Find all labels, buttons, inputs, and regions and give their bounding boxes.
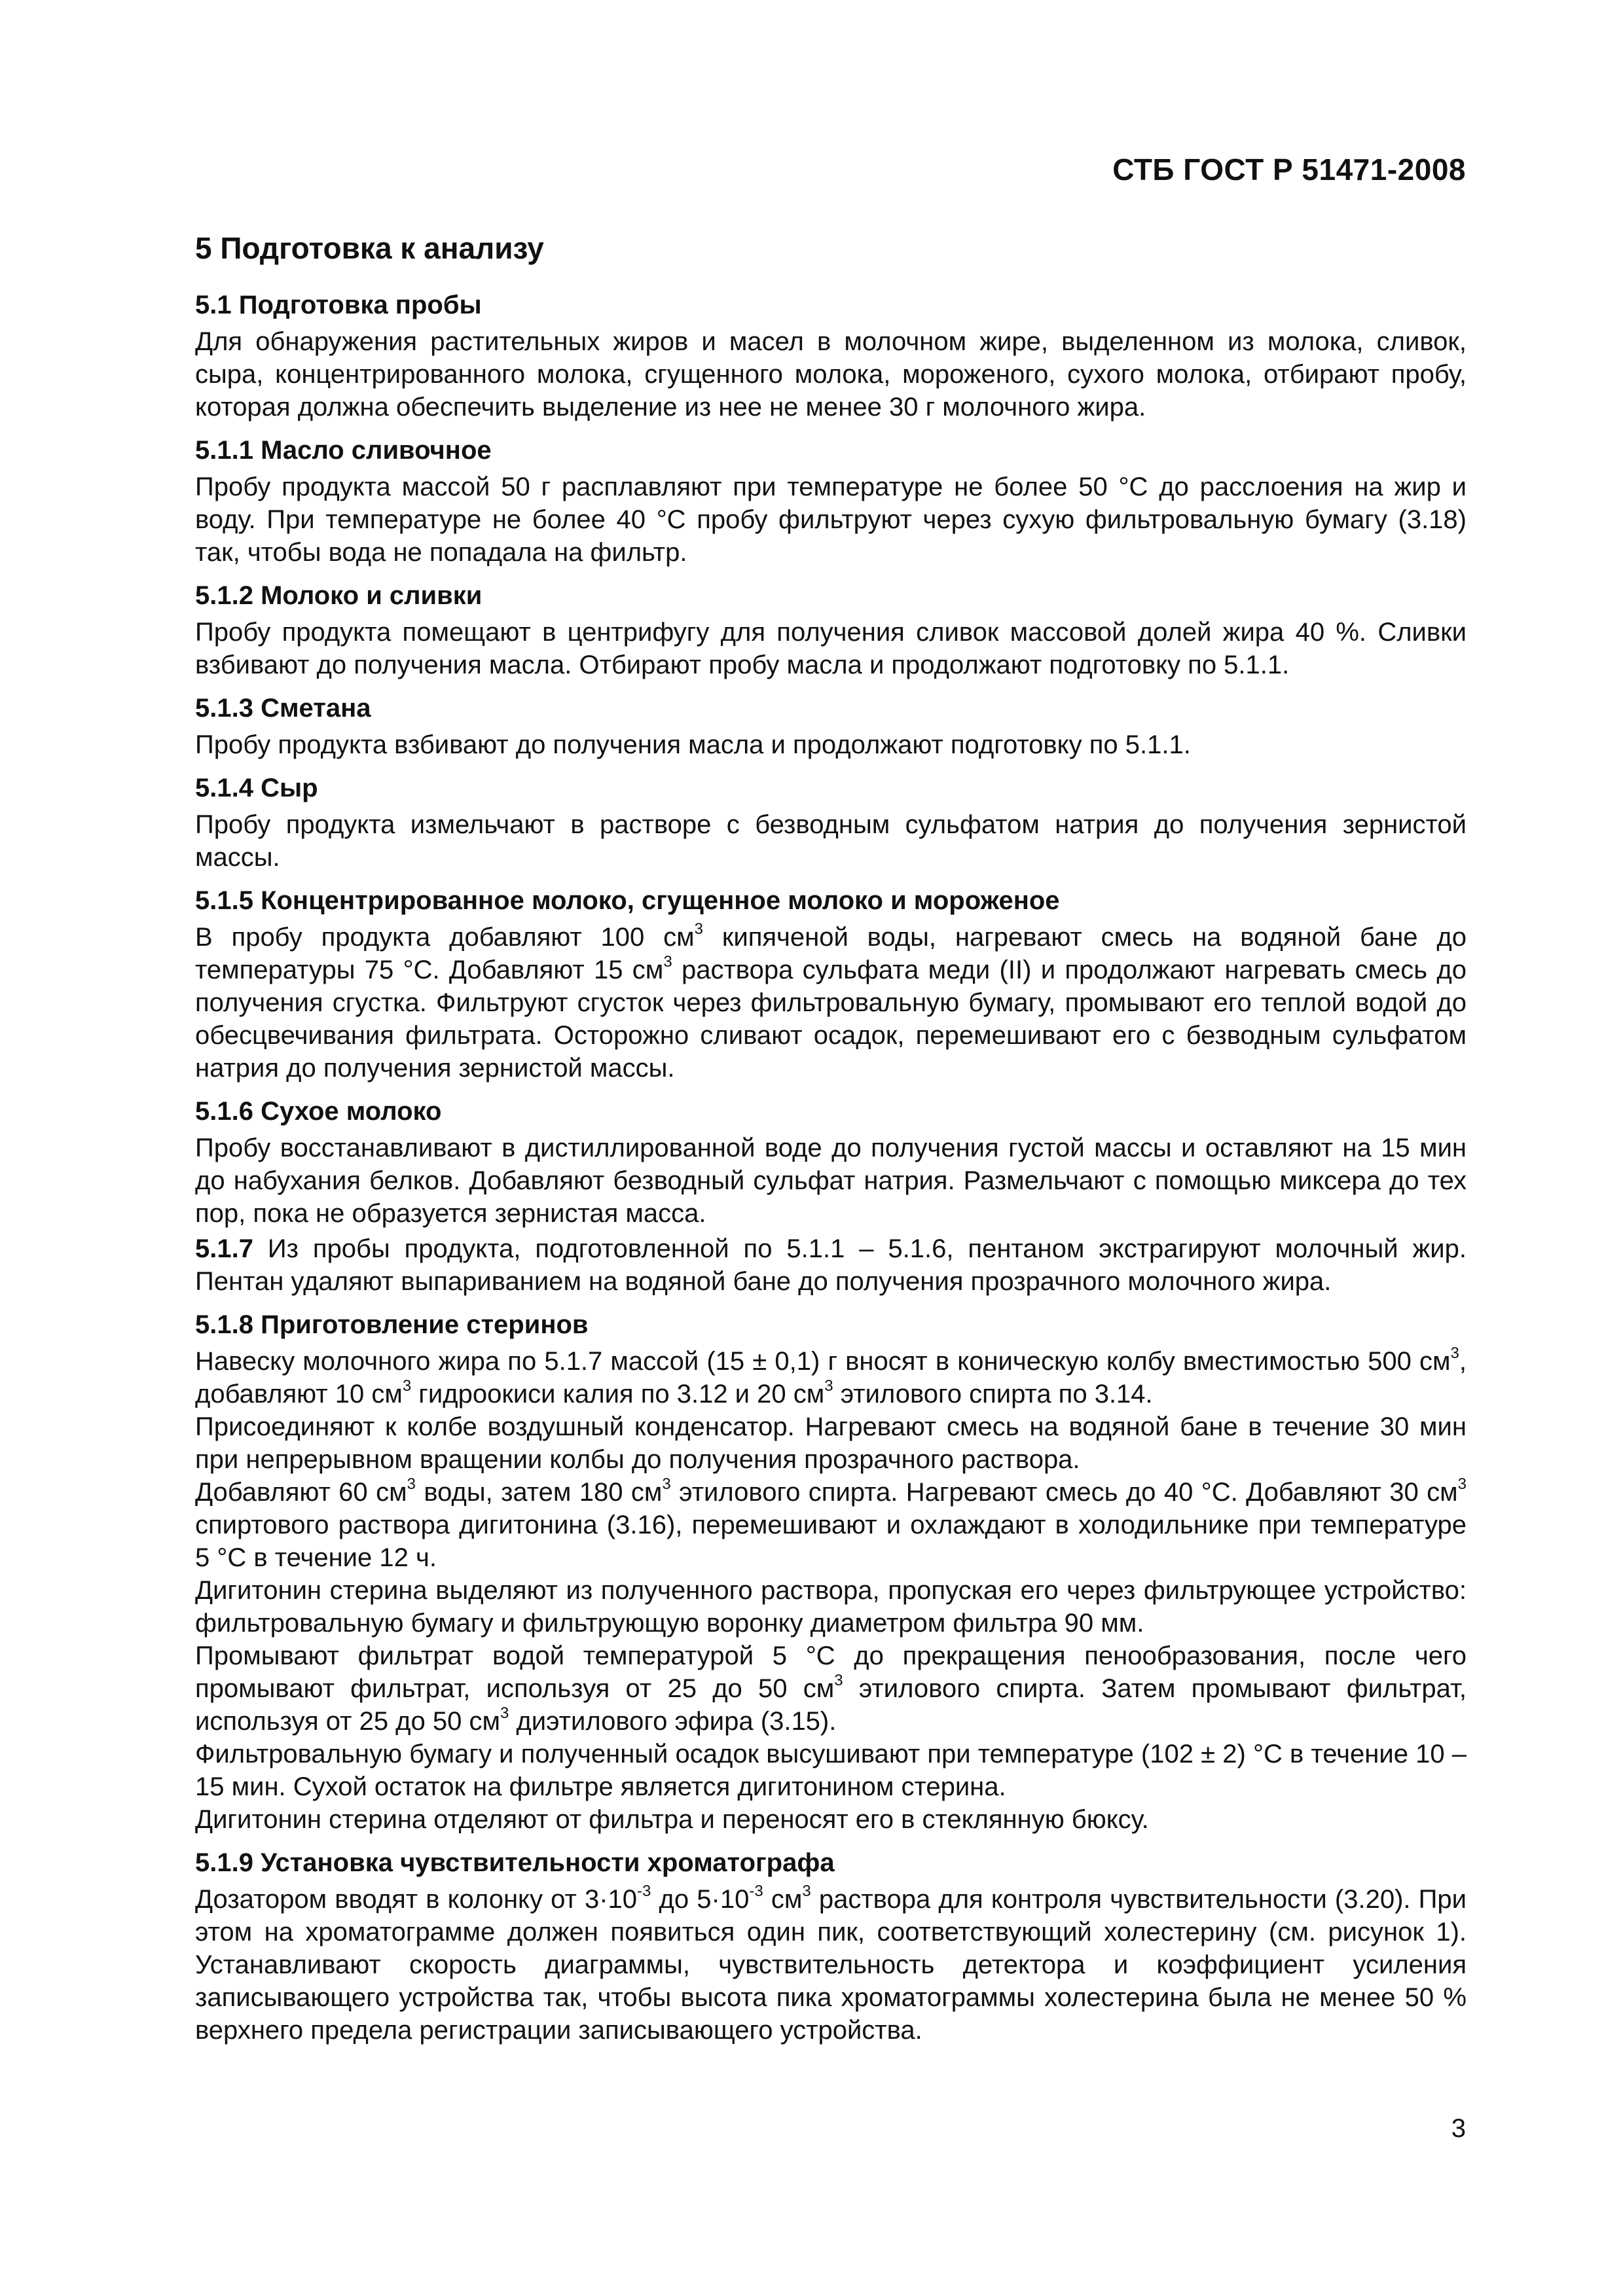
subsection-5-1-5-title: 5.1.5 Концентрированное молоко, сгущенное молоко и мороженое [195, 886, 1060, 916]
subsection-5-1-8-para-2: Присоединяют к колбе воздушный конденсатор. Нагревают смесь на водяной бане в течение 30 мин при непрерывном вращении колбы до получения прозрачного раствора. [195, 1412, 1467, 1475]
subsection-5-1-8-title: 5.1.8 Приготовление стеринов [195, 1310, 589, 1340]
subsection-5-1-2-text: Пробу продукта помещают в центрифугу для получения сливок массовой долей жира 40 %. Сливки взбивают до получения масла. Отбирают пробу масла и продолжают подготовку по 5.1.1. [195, 618, 1467, 680]
section-title: 5 Подготовка к анализу [195, 231, 544, 265]
subsection-5-1-4-title: 5.1.4 Сыр [195, 774, 318, 803]
subsection-5-1-3-text: Пробу продукта взбивают до получения масла и продолжают подготовку по 5.1.1. [195, 730, 1191, 760]
page-number: 3 [1451, 2114, 1466, 2143]
subsection-5-1-4-text: Пробу продукта измельчают в растворе с безводным сульфатом натрия до получения зернистой массы. [195, 810, 1467, 872]
subsection-5-1-7-text: 5.1.7 Из пробы продукта, подготовленной по 5.1.1 – 5.1.6, пентаном экстрагируют молочный жир. Пентан удаляют выпариванием на водяной бане до получения прозрачного молочного жира. [195, 1234, 1467, 1297]
subsection-5-1-8-para-7: Дигитонин стерина отделяют от фильтра и переносят его в стеклянную бюксу. [195, 1805, 1149, 1835]
subsection-5-1-8-para-5: Промывают фильтрат водой температурой 5 °С до прекращения пенообразования, после чего промывают фильтрат, используя от 25 до 50 $см^3$ этилового спирта. Затем промывают фильтрат, используя от 25 до 50 $см^3$ диэтилового эфира (3.15). [195, 1641, 1467, 1736]
document-header: СТБ ГОСТ Р 51471-2008 [1112, 152, 1466, 187]
subsection-5-1-text: Для обнаружения растительных жиров и масел в молочном жире, выделенном из молока, сливок, сыра, концентрированного молока, сгущенного молока, мороженого, сухого молока, отбирают пробу, которая должна обеспечить выделение из нее не менее 30 г молочного жира. [195, 327, 1467, 422]
subsection-5-1-8-para-3: Добавляют 60 $см^3$ воды, затем 180 $см^3$ этилового спирта. Нагревают смесь до 40 °С. Добавляют 30 $см^3$ спиртового раствора дигитонина (3.16), перемешивают и охлаждают в холодильнике при температуре 5 °С в течение 12 ч. [195, 1475, 1467, 1573]
subsection-5-1-title: 5.1 Подготовка пробы [195, 291, 482, 320]
subsection-5-1-9-title: 5.1.9 Установка чувствительности хроматографа [195, 1848, 835, 1878]
subsection-5-1-5-text: В пробу продукта добавляют 100 $см^3$ кипяченой воды, нагревают смесь на водяной бане до температуры 75 °С. Добавляют 15 $см^3$ раствора сульфата меди (II) и продолжают нагревать смесь до получения сгустка. Фильтруют сгусток через фильтровальную бумагу, промывают его теплой водой до обесцвечивания фильтрата. Осторожно сливают осадок, перемешивают его с безводным сульфатом натрия до получения зернистой массы. [195, 920, 1467, 1083]
subsection-5-1-8-para-6: Фильтровальную бумагу и полученный осадок высушивают при температуре (102 ± 2) °С в течение 10 – 15 мин. Сухой остаток на фильтре является дигитонином стерина. [195, 1740, 1467, 1802]
document-body [195, 230, 1467, 2047]
subsection-5-1-1-title: 5.1.1 Масло сливочное [195, 436, 492, 465]
subsection-5-1-6-title: 5.1.6 Сухое молоко [195, 1097, 442, 1126]
subsection-5-1-9-text: Дозатором вводят в колонку от $3\cdot 10^{-3}$ до $5\cdot 10^{-3}$ $см^3$ раствора для контроля чувствительности (3.20). При этом на хроматограмме должен появиться один пик, соответствующий холестерину (см. рисунок 1). Устанавливают скорость диаграммы, чувствительность детектора и коэффициент усиления записывающего устройства так, чтобы высота пика хроматограммы холестерина была не менее 50 % верхнего предела регистрации записывающего устройства. [195, 1882, 1467, 2045]
subsection-5-1-8-para-4: Дигитонин стерина выделяют из полученного раствора, пропуская его через фильтрующее устройство: фильтровальную бумагу и фильтрующую воронку диаметром фильтра 90 мм. [195, 1576, 1467, 1638]
subsection-5-1-7-number: 5.1.7 [195, 1234, 253, 1264]
subsection-5-1-8-para-1: Навеску молочного жира по 5.1.7 массой (15 ± 0,1) г вносят в коническую колбу вместимостью 500 $см^3$, добавляют 10 $см^3$ гидроокиси калия по 3.12 и 20 $см^3$ этилового спирта по 3.14. [195, 1344, 1467, 1409]
subsection-5-1-2-title: 5.1.2 Молоко и сливки [195, 581, 483, 611]
subsection-5-1-1-text: Пробу продукта массой 50 г расплавляют при температуре не более 50 °С до расслоения на жир и воду. При температуре не более 40 °С пробу фильтруют через сухую фильтровальную бумагу (3.18) так, чтобы вода не попадала на фильтр. [195, 473, 1467, 567]
subsection-5-1-3-title: 5.1.3 Сметана [195, 694, 371, 723]
subsection-5-1-6-text: Пробу восстанавливают в дистиллированной воде до получения густой массы и оставляют на 15 мин до набухания белков. Добавляют безводный сульфат натрия. Размельчают с помощью миксера до тех пор, пока не образуется зернистая масса. [195, 1134, 1467, 1229]
